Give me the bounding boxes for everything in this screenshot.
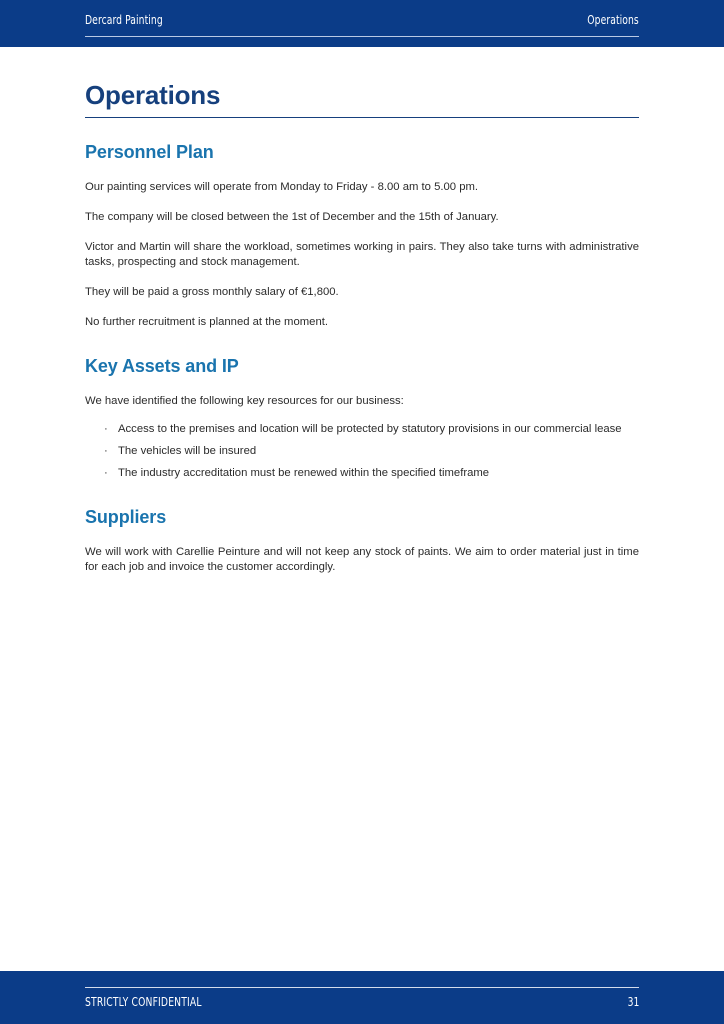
document-content bbox=[85, 47, 639, 575]
header-chapter-name: Operations bbox=[587, 12, 639, 27]
bullet-dot-icon: · bbox=[104, 423, 108, 435]
paragraph-closure-period: The company will be closed between the 1st of December and the 15th of January. bbox=[85, 211, 499, 223]
paragraph-recruitment: No further recruitment is planned at the moment. bbox=[85, 316, 328, 328]
footer-page-number: 31 bbox=[627, 994, 639, 1009]
section-heading-key-assets-and-ip: Key Assets and IP bbox=[85, 356, 239, 376]
list-item bbox=[85, 444, 639, 459]
list-item-label: Access to the premises and location will be protected by statutory provisions in our commercial lease bbox=[118, 423, 622, 435]
list-item-label: The industry accreditation must be renewed within the specified timeframe bbox=[118, 467, 490, 479]
page-footer bbox=[0, 971, 724, 1024]
bullet-dot-icon: · bbox=[104, 467, 108, 479]
list-item bbox=[85, 466, 639, 481]
paragraph-key-resources-intro: We have identified the following key resources for our business: bbox=[85, 395, 404, 407]
key-resources-list bbox=[85, 422, 639, 481]
list-item-label: The vehicles will be insured bbox=[118, 445, 257, 457]
footer-confidentiality-label: STRICTLY CONFIDENTIAL bbox=[85, 994, 202, 1009]
header-company-name: Dercard Painting bbox=[85, 12, 163, 27]
list-item bbox=[85, 422, 639, 437]
bullet-dot-icon: · bbox=[104, 445, 108, 457]
section-heading-suppliers: Suppliers bbox=[85, 507, 167, 527]
paragraph-suppliers: We will work with Carellie Peinture and will not keep any stock of paints. We aim to order material just in time for each job and invoice the customer accordingly. bbox=[85, 546, 639, 573]
page-title: Operations bbox=[85, 80, 639, 118]
paragraph-operating-hours: Our painting services will operate from Monday to Friday - 8.00 am to 5.00 pm. bbox=[85, 181, 479, 193]
paragraph-salary: They will be paid a gross monthly salary of €1,800. bbox=[85, 286, 339, 298]
paragraph-workload-sharing: Victor and Martin will share the workload, sometimes working in pairs. They also take turns with administrative tasks, prospecting and stock management. bbox=[85, 241, 639, 268]
header-rule-container bbox=[85, 12, 639, 37]
page-header bbox=[0, 0, 724, 47]
footer-rule-container bbox=[85, 987, 639, 1010]
section-heading-personnel-plan: Personnel Plan bbox=[85, 142, 214, 162]
